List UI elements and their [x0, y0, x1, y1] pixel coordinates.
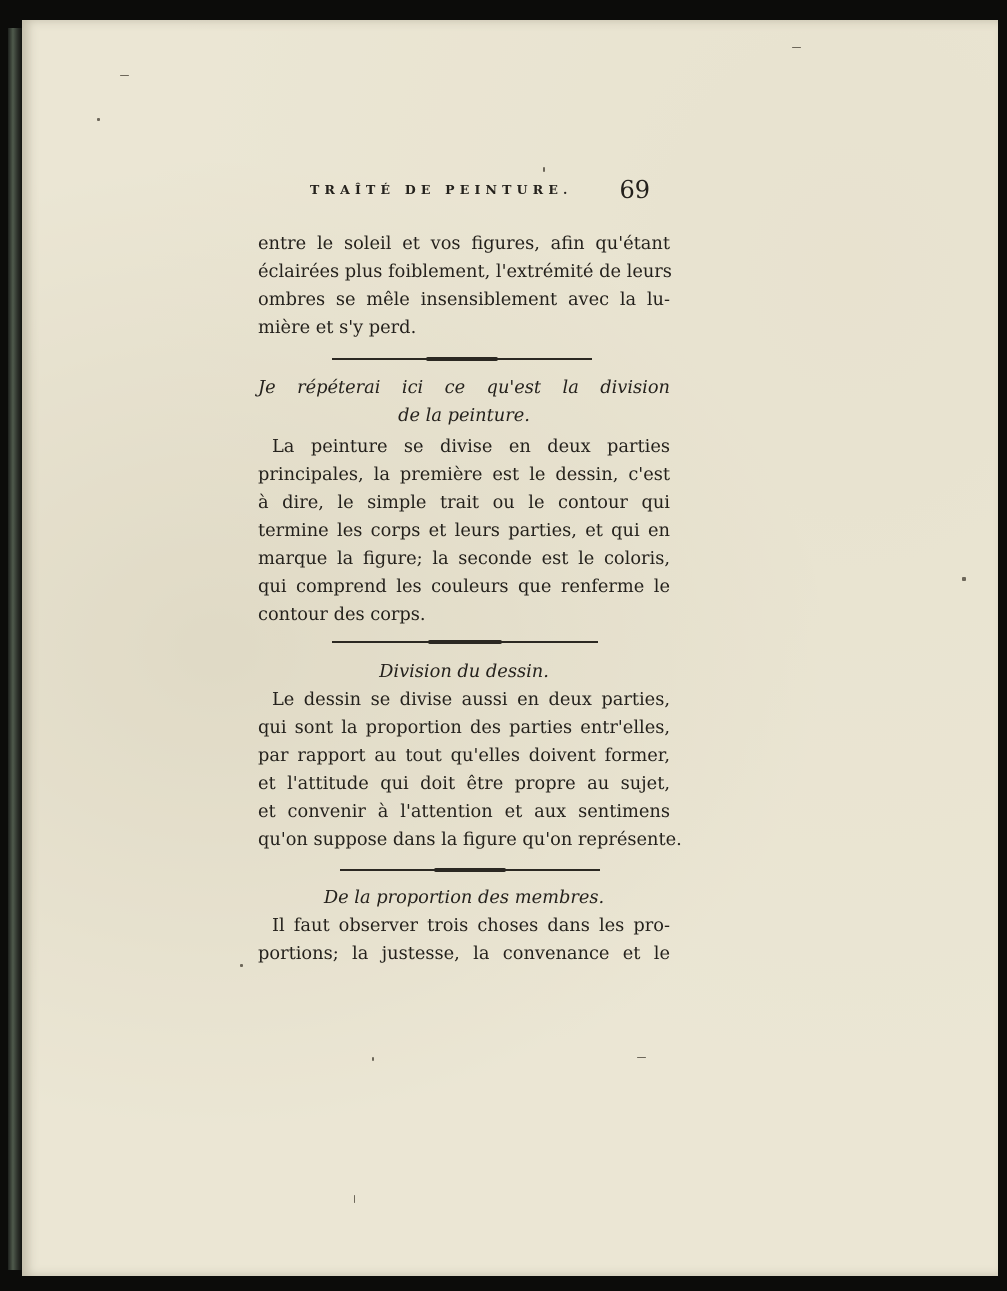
speck — [372, 1057, 374, 1061]
text-line: Le dessin se divise aussi en deux parties, — [272, 689, 670, 710]
text-line: principales, la première est le dessin, c'est — [258, 464, 670, 485]
section-divider — [332, 641, 598, 643]
text-line: Il faut observer trois choses dans les pro- — [272, 915, 670, 936]
speck — [637, 1057, 646, 1058]
section-divider — [340, 869, 600, 871]
section-heading: Division du dessin. — [379, 661, 549, 682]
text-line: entre le soleil et vos figures, afin qu'étant — [258, 233, 670, 254]
section-heading: Je répéterai ici ce qu'est la division — [258, 377, 670, 398]
text-line: à dire, le simple trait ou le contour qui — [258, 492, 670, 513]
text-line: par rapport au tout qu'elles doivent former, — [258, 745, 670, 766]
text-line: La peinture se divise en deux parties — [272, 436, 670, 457]
section-heading: de la peinture. — [398, 405, 530, 426]
page-number: 69 — [619, 176, 650, 204]
text-line: et convenir à l'attention et aux sentimens — [258, 801, 670, 822]
text-line: qu'on suppose dans la figure qu'on représente. — [258, 829, 682, 850]
page-paper — [22, 20, 998, 1276]
speck — [120, 75, 129, 76]
left-page-edge — [8, 28, 22, 1270]
text-line: éclairées plus foiblement, l'extrémité de leurs — [258, 261, 672, 282]
speck — [543, 167, 545, 172]
speck — [792, 47, 801, 48]
text-line: marque la figure; la seconde est le coloris, — [258, 548, 670, 569]
speck — [240, 964, 243, 967]
speck — [97, 118, 100, 121]
section-proportion-membres — [258, 884, 670, 968]
text-line: termine les corps et leurs parties, et qui en — [258, 520, 670, 541]
section-heading: De la proportion des membres. — [323, 887, 605, 908]
speck — [962, 577, 966, 581]
text-line: ombres se mêle insensiblement avec la lu- — [258, 289, 670, 310]
text-line: qui comprend les couleurs que renferme le — [258, 576, 670, 597]
text-line: mière et s'y perd. — [258, 317, 417, 338]
text-line: qui sont la proportion des parties entr'elles, — [258, 717, 670, 738]
continued-paragraph — [258, 230, 670, 342]
section-division-peinture — [258, 374, 670, 629]
running-head — [310, 176, 650, 206]
text-line: et l'attitude qui doit être propre au sujet, — [258, 773, 670, 794]
text-line: portions; la justesse, la convenance et le — [258, 943, 670, 964]
text-line: contour des corps. — [258, 604, 426, 625]
running-title: TRAÎTÉ DE PEINTURE. — [310, 182, 573, 197]
section-division-dessin — [258, 658, 682, 854]
speck — [354, 1195, 355, 1203]
section-divider — [332, 358, 592, 360]
